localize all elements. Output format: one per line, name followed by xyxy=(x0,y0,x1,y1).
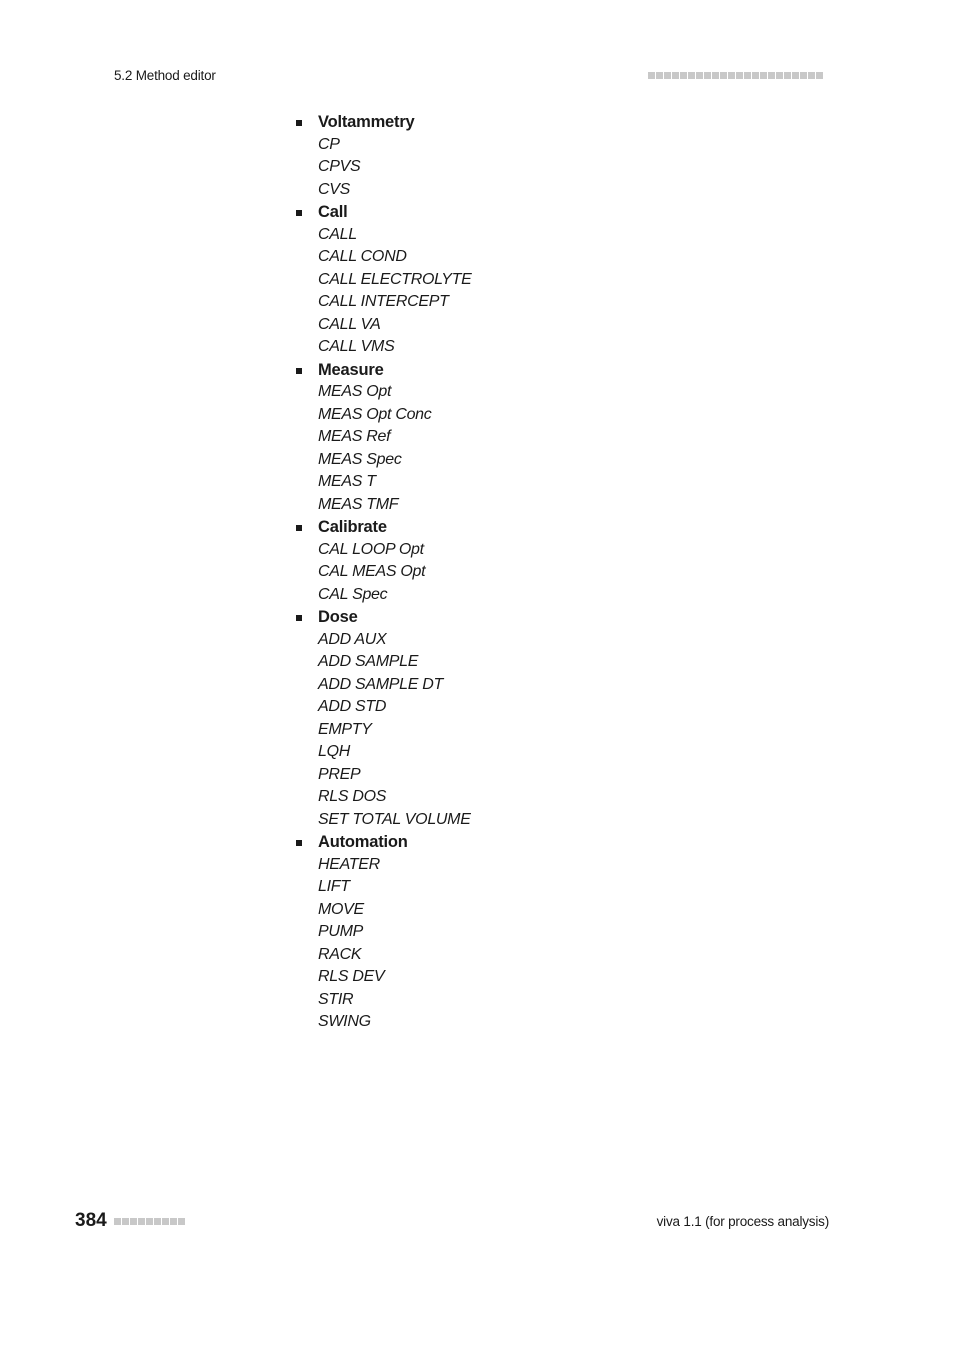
group-title: Automation xyxy=(318,833,408,851)
decorative-square xyxy=(728,72,735,79)
group-title: Dose xyxy=(318,608,358,626)
command-item: PREP xyxy=(318,765,361,783)
command-item: CALL ELECTROLYTE xyxy=(318,270,472,288)
command-item: CVS xyxy=(318,180,350,198)
command-item: ADD AUX xyxy=(318,630,387,648)
command-item: ADD SAMPLE xyxy=(318,653,419,670)
group-title: Call xyxy=(318,203,348,221)
command-item: HEATER xyxy=(318,855,380,873)
group-heading xyxy=(295,201,695,224)
command-item: MEAS TMF xyxy=(318,495,399,513)
decorative-square xyxy=(122,1218,129,1225)
decorative-square xyxy=(808,72,815,79)
command-item: MEAS Spec xyxy=(318,450,402,468)
decorative-square xyxy=(648,72,655,79)
command-item: SET TOTAL VOLUME xyxy=(318,810,471,828)
decorative-square xyxy=(664,72,671,79)
group-title: Calibrate xyxy=(318,518,387,536)
decorative-square xyxy=(146,1218,153,1225)
command-item: MEAS Ref xyxy=(318,428,391,445)
decorative-square xyxy=(162,1218,169,1225)
footer-document-title: viva 1.1 (for process analysis) xyxy=(656,1214,829,1229)
decorative-square xyxy=(784,72,791,79)
command-item: EMPTY xyxy=(318,720,372,738)
bullet-square-icon xyxy=(296,615,302,621)
command-item: RACK xyxy=(318,945,362,963)
decorative-square xyxy=(138,1218,145,1225)
command-item: SWING xyxy=(318,1013,371,1030)
command-item: LQH xyxy=(318,743,350,760)
command-item: CALL INTERCEPT xyxy=(318,293,449,310)
header-dot-bar xyxy=(648,72,823,79)
running-header-section: 5.2 Method editor xyxy=(114,68,216,83)
bullet-square-icon xyxy=(296,210,302,216)
command-item: RLS DOS xyxy=(318,788,387,805)
command-item: STIR xyxy=(318,990,354,1008)
command-item: MEAS Opt xyxy=(318,383,392,400)
decorative-square xyxy=(656,72,663,79)
group-heading xyxy=(295,111,695,134)
decorative-square xyxy=(752,72,759,79)
decorative-square xyxy=(776,72,783,79)
page-number: 384 xyxy=(75,1210,107,1231)
group-heading xyxy=(295,359,695,382)
decorative-square xyxy=(712,72,719,79)
decorative-square xyxy=(720,72,727,79)
decorative-square xyxy=(816,72,823,79)
decorative-square xyxy=(178,1218,185,1225)
command-item: CALL VA xyxy=(318,315,381,333)
command-item: CPVS xyxy=(318,158,361,175)
group-heading xyxy=(295,606,695,629)
bullet-square-icon xyxy=(296,120,302,126)
command-item: CP xyxy=(318,135,340,153)
command-item: CALL VMS xyxy=(318,338,395,355)
command-item: ADD STD xyxy=(318,698,387,715)
command-list xyxy=(295,111,695,1034)
command-item: MEAS Opt Conc xyxy=(318,405,432,423)
decorative-square xyxy=(672,72,679,79)
command-item: LIFT xyxy=(318,878,350,895)
command-item: ADD SAMPLE DT xyxy=(318,675,444,693)
decorative-square xyxy=(114,1218,121,1225)
bullet-square-icon xyxy=(296,368,302,374)
decorative-square xyxy=(800,72,807,79)
command-item: MOVE xyxy=(318,900,364,918)
group-title: Voltammetry xyxy=(318,113,415,131)
decorative-square xyxy=(170,1218,177,1225)
command-item: CALL xyxy=(318,225,357,243)
footer-dot-bar xyxy=(114,1218,185,1225)
command-item: MEAS T xyxy=(318,473,376,490)
decorative-square xyxy=(680,72,687,79)
decorative-square xyxy=(768,72,775,79)
decorative-square xyxy=(696,72,703,79)
decorative-square xyxy=(688,72,695,79)
bullet-square-icon xyxy=(296,840,302,846)
bullet-square-icon xyxy=(296,525,302,531)
decorative-square xyxy=(760,72,767,79)
command-item: CAL MEAS Opt xyxy=(318,563,426,580)
decorative-square xyxy=(792,72,799,79)
command-item: CAL Spec xyxy=(318,585,388,603)
decorative-square xyxy=(736,72,743,79)
command-item: RLS DEV xyxy=(318,968,385,985)
command-item: CAL LOOP Opt xyxy=(318,540,424,558)
decorative-square xyxy=(704,72,711,79)
group-title: Measure xyxy=(318,360,384,379)
group-heading xyxy=(295,516,695,539)
group-heading xyxy=(295,831,695,854)
command-item: PUMP xyxy=(318,923,364,940)
command-item: CALL COND xyxy=(318,248,407,265)
decorative-square xyxy=(130,1218,137,1225)
decorative-square xyxy=(744,72,751,79)
decorative-square xyxy=(154,1218,161,1225)
